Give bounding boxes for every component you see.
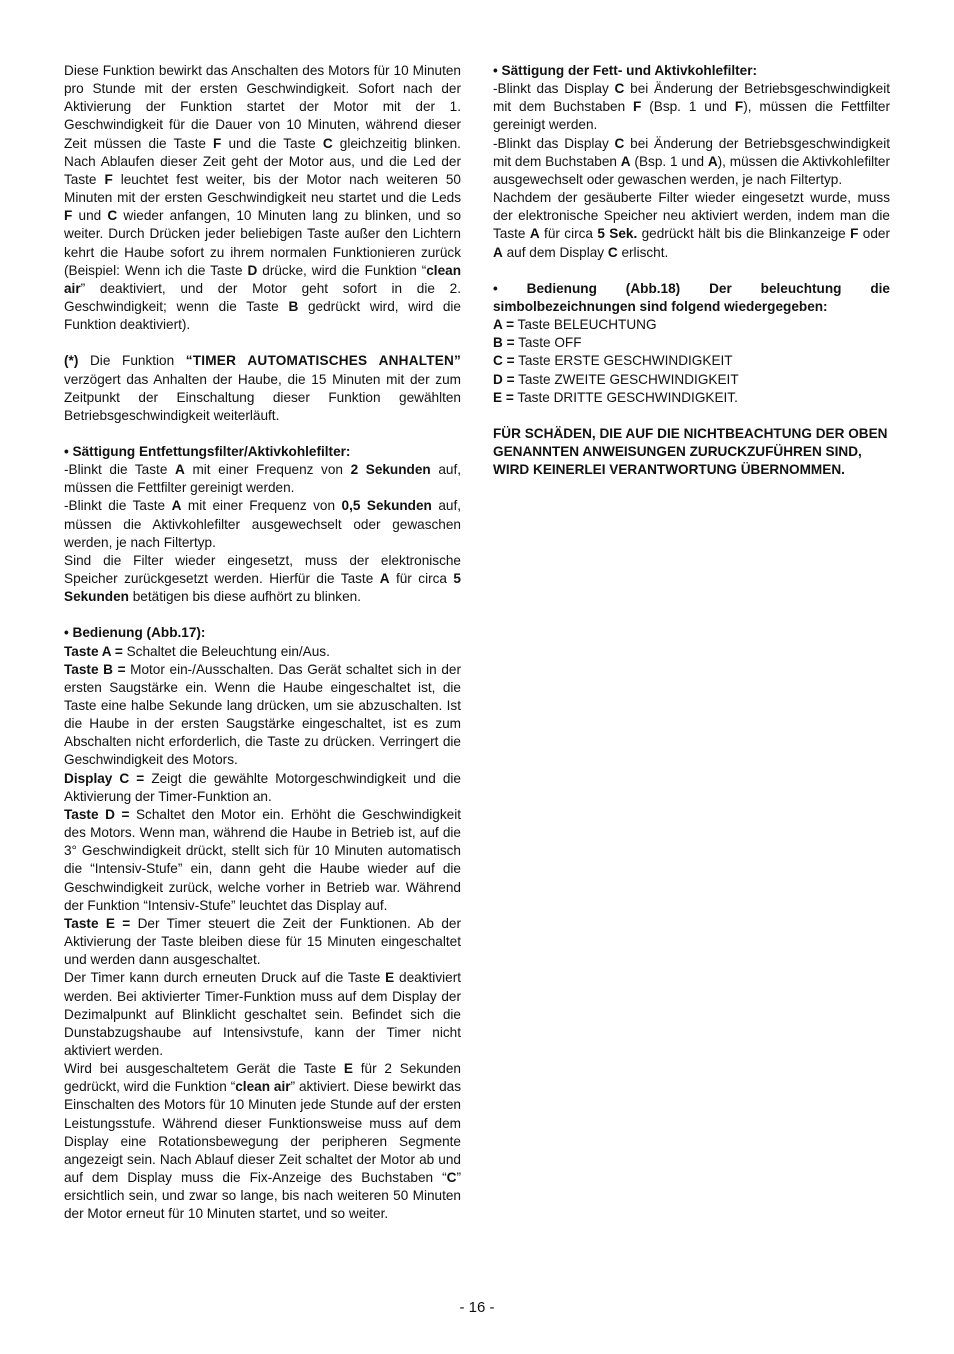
- legend-item: D = Taste ZWEITE GESCHWINDIGKEIT: [493, 371, 739, 387]
- button-d-description: Taste D = Schaltet den Motor ein. Erhöht die Geschwindigkeit des Motors. Wenn man, während die Haube in Betrieb ist, auf die 3° Geschwindigkeit drückt, stellt sich für 10 Minuten automatisch die “Intensiv-Stufe” ein, dann geht die Haube wieder auf die Geschwindigkeit zurück, welche vorher in Betrieb war. Während der Funktion “Intensiv-Stufe” leuchtet das Display auf.: [64, 806, 461, 913]
- filter-grease-text: -Blinkt die Taste A mit einer Frequenz von 2 Sekunden auf, müssen die Fettfilter gereinigt werden.: [64, 462, 462, 496]
- liability-warning: FÜR SCHÄDEN, DIE AUF DIE NICHTBEACHTUNG DER OBEN GENANNTEN ANWEISUNGEN ZURUCKZUFÜHREN SIND, WIRD KEINERLEI VERANTWORTUNG ÜBERNOMMEN.: [493, 425, 888, 478]
- saturation-reset-text: Nachdem der gesäuberte Filter wieder eingesetzt wurde, muss der elektronische Speicher neu aktiviert werden, indem man die Taste A für circa 5 Sek. gedrückt hält bis die Blinkanzeige F oder A auf dem Display C erlischt.: [493, 190, 890, 260]
- button-a-description: Taste A = Schaltet die Beleuchtung ein/Aus.: [64, 643, 330, 659]
- clean-air-paragraph: Diese Funktion bewirkt das Anschalten des Motors für 10 Minuten pro Stunde mit der ersten Geschwindigkeit. Sofort nach der Aktivierung der Funktion startet der Motor mit der 1. Geschwindigkeit für die Dauer von 10 Minuten, während dieser Zeit müssen die Taste F und die Taste C gleichzeitig blinken. Nach Ablaufen dieser Zeit geht der Motor aus, und die Led der Taste F leuchtet fest weiter, bis der Motor nach weiteren 50 Minuten mit der ersten Geschwindigkeit neu startet und die Leds F und C wieder anfangen, 10 Minuten lang zu blinken, und so weiter. Durch Drücken jeder beliebigen Taste außer den Lichtern kehrt die Haube sofort zu ihrem normalen Funktionieren zurück (Beispiel: Wenn ich die Taste D drücke, wird die Funktion “clean air” deaktiviert, und der Motor geht sofort in die 2. Geschwindigkeit; wenn die Taste B gedrückt wird, wird die Funktion deaktiviert).: [64, 63, 461, 333]
- timer-deactivate-paragraph: Der Timer kann durch erneuten Druck auf die Taste E deaktiviert werden. Bei aktivierter Timer-Funktion muss auf dem Display der Dezimalpunkt auf Blinklicht geschaltet sein. Befindet sich die Dunstabzugshaube auf Intensivstufe, kann der Timer nicht aktiviert werden.: [64, 970, 462, 1058]
- legend-item: C = Taste ERSTE GESCHWINDIGKEIT: [493, 353, 733, 369]
- saturation-grease-text: -Blinkt das Display C bei Änderung der Betriebsgeschwindigkeit mit dem Buchstaben F (Bsp. 1 und F), müssen die Fettfilter gereinigt werden.: [493, 81, 890, 133]
- legend-item: E = Taste DRITTE GESCHWINDIGKEIT.: [493, 389, 738, 405]
- filter-reset-text: Sind die Filter wieder eingesetzt, muss der elektronische Speicher zurückgesetzt werden. Hierfür die Taste A für circa 5 Sekunden betätigen bis diese aufhört zu blinken.: [64, 552, 461, 605]
- saturation-carbon-text: -Blinkt das Display C bei Änderung der Betriebsgeschwindigkeit mit dem Buchstaben A (Bsp. 1 und A), müssen die Aktivkohlefilter ausgewechselt oder gewaschen werden, je nach Filtertyp.: [493, 135, 891, 187]
- section-heading-saturation: • Sättigung der Fett- und Aktivkohlefilter:: [493, 63, 758, 78]
- section-heading-lighting-legend: • Bedienung (Abb.18) Der beleuchtung die simbolbezeichnungen sind folgend wiedergegeben:: [493, 280, 890, 314]
- section-heading-filter: • Sättigung Entfettungsfilter/Aktivkohlefilter:: [64, 443, 351, 459]
- section-heading-operation: • Bedienung (Abb.17):: [64, 625, 206, 641]
- left-column: [64, 62, 461, 1224]
- button-e-description: Taste E = Der Timer steuert die Zeit der Funktionen. Ab der Aktivierung der Taste bleiben diese für 15 Minuten eingeschaltet und werden dann ausgeschaltet.: [64, 915, 461, 968]
- display-c-description: Display C = Zeigt die gewählte Motorgeschwindigkeit und die Aktivierung der Timer-Funktion an.: [64, 770, 461, 804]
- timer-note-paragraph: (*) Die Funktion “TIMER AUTOMATISCHES ANHALTEN” verzögert das Anhalten der Haube, die 15 Minuten mit der zum Zeitpunkt der Einschaltung dieser Funktion gewählten Betriebsgeschwindigkeit weiterläuft.: [64, 353, 461, 423]
- legend-item: B = Taste OFF: [493, 335, 582, 351]
- filter-carbon-text: -Blinkt die Taste A mit einer Frequenz von 0,5 Sekunden auf, müssen die Aktivkohlefilter ausgewechselt oder gewaschen werden, je nach Filtertyp.: [64, 498, 462, 550]
- button-b-description: Taste B = Motor ein-/Ausschalten. Das Gerät schaltet sich in der ersten Saugstärke ein. Wenn die Haube eingeschaltet ist, die Taste eine halbe Sekunde lang drücken, um sie abzuschalten. Ist die Haube in der ersten Saugstärke eingeschaltet, ist es zum Abschalten nicht erforderlich, die Taste zu drücken. Verringert die Geschwindigkeit des Motors.: [64, 661, 461, 768]
- clean-air-activation-paragraph: Wird bei ausgeschaltetem Gerät die Taste E für 2 Sekunden gedrückt, wird die Funktion “clean air” aktiviert. Diese bewirkt das Einschalten des Motors für 10 Minuten jede Stunde auf der ersten Leistungsstufe. Während dieser Funktionsweise muss auf dem Display eine Rotationsbewegung der peripheren Segmente angezeigt sein. Nach Ablauf dieser Zeit schaltet der Motor ab und auf dem Display muss die Fix-Anzeige des Buchstaben “C” ersichtlich sein, und zwar so lange, bis nach weiteren 50 Minuten der Motor erneut für 10 Minuten startet, und so weiter.: [64, 1061, 461, 1222]
- legend-item: A = Taste BELEUCHTUNG: [493, 317, 657, 333]
- page-number: - 16 -: [459, 1299, 495, 1316]
- right-column: [493, 62, 890, 479]
